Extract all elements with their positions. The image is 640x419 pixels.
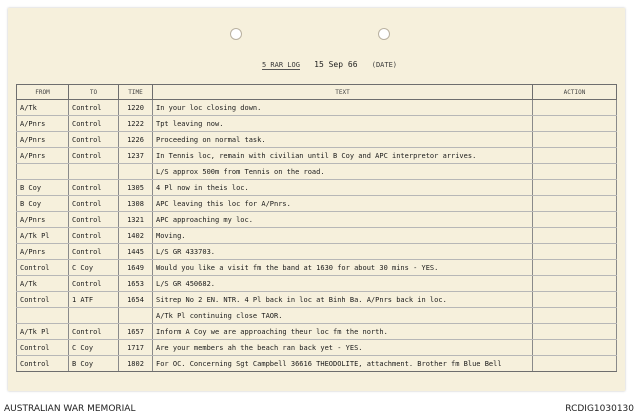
cell-action: [533, 100, 617, 116]
cell-text: L/S GR 433703.: [153, 244, 533, 260]
cell-to: 1 ATF: [69, 292, 119, 308]
cell-text: Would you like a visit fm the band at 1630 for about 30 mins - YES.: [153, 260, 533, 276]
unit-log-title: 5 RAR LOG: [262, 61, 300, 69]
cell-to: Control: [69, 132, 119, 148]
cell-action: [533, 228, 617, 244]
cell-time: 1226: [119, 132, 153, 148]
cell-to: Control: [69, 196, 119, 212]
cell-text: In Tennis loc, remain with civilian until B Coy and APC interpretor arrives.: [153, 148, 533, 164]
cell-time: 1653: [119, 276, 153, 292]
sheet-header: [262, 60, 407, 69]
cell-time: 1445: [119, 244, 153, 260]
cell-from: A/Pnrs: [17, 244, 69, 260]
cell-to: B Coy: [69, 356, 119, 372]
cell-from: A/Tk: [17, 100, 69, 116]
cell-to: [69, 164, 119, 180]
cell-action: [533, 260, 617, 276]
cell-to: Control: [69, 212, 119, 228]
cell-to: Control: [69, 148, 119, 164]
cell-from: A/Tk Pl: [17, 228, 69, 244]
cell-text: APC approaching my loc.: [153, 212, 533, 228]
cell-to: Control: [69, 180, 119, 196]
cell-from: B Coy: [17, 180, 69, 196]
cell-time: 1654: [119, 292, 153, 308]
col-header-action: ACTION: [533, 85, 617, 100]
cell-from: A/Pnrs: [17, 212, 69, 228]
table-row: [17, 340, 617, 356]
table-row: [17, 292, 617, 308]
cell-action: [533, 276, 617, 292]
cell-action: [533, 244, 617, 260]
cell-action: [533, 324, 617, 340]
table-row: [17, 324, 617, 340]
cell-text: Tpt leaving now.: [153, 116, 533, 132]
log-date: 15 Sep 66: [314, 60, 358, 69]
table-row: [17, 100, 617, 116]
cell-to: Control: [69, 324, 119, 340]
cell-from: Control: [17, 356, 69, 372]
cell-text: Proceeding on normal task.: [153, 132, 533, 148]
cell-to: Control: [69, 276, 119, 292]
cell-action: [533, 292, 617, 308]
cell-time: 1717: [119, 340, 153, 356]
table-row: [17, 228, 617, 244]
cell-text: 4 Pl now in theis loc.: [153, 180, 533, 196]
punch-hole: [230, 28, 242, 40]
cell-to: Control: [69, 116, 119, 132]
footer-record-id: RCDIG1030130: [565, 404, 634, 414]
cell-time: [119, 308, 153, 324]
table-row: [17, 116, 617, 132]
cell-text: Sitrep No 2 EN. NTR. 4 Pl back in loc at Binh Ba. A/Pnrs back in loc.: [153, 292, 533, 308]
cell-action: [533, 164, 617, 180]
table-header-row: [17, 85, 617, 100]
cell-from: Control: [17, 340, 69, 356]
table-row: [17, 276, 617, 292]
cell-to: C Coy: [69, 340, 119, 356]
date-label: (DATE): [371, 61, 398, 69]
footer-credit: AUSTRALIAN WAR MEMORIAL: [4, 404, 136, 414]
cell-text: Moving.: [153, 228, 533, 244]
cell-time: 1321: [119, 212, 153, 228]
cell-text: APC leaving this loc for A/Pnrs.: [153, 196, 533, 212]
cell-action: [533, 356, 617, 372]
cell-from: [17, 164, 69, 180]
table-row: [17, 132, 617, 148]
cell-time: 1402: [119, 228, 153, 244]
cell-action: [533, 116, 617, 132]
cell-from: A/Pnrs: [17, 148, 69, 164]
cell-action: [533, 196, 617, 212]
cell-text: A/Tk Pl continuing close TAOR.: [153, 308, 533, 324]
table-row: [17, 180, 617, 196]
log-body: [17, 100, 617, 372]
table-row: [17, 356, 617, 372]
table-row: [17, 148, 617, 164]
cell-action: [533, 212, 617, 228]
cell-time: 1802: [119, 356, 153, 372]
cell-to: [69, 308, 119, 324]
cell-action: [533, 148, 617, 164]
punch-hole: [378, 28, 390, 40]
cell-from: A/Tk: [17, 276, 69, 292]
cell-from: Control: [17, 292, 69, 308]
cell-action: [533, 340, 617, 356]
cell-time: 1308: [119, 196, 153, 212]
col-header-time: TIME: [119, 85, 153, 100]
table-row: [17, 244, 617, 260]
cell-time: 1220: [119, 100, 153, 116]
cell-from: Control: [17, 260, 69, 276]
cell-from: A/Pnrs: [17, 132, 69, 148]
cell-from: A/Tk Pl: [17, 324, 69, 340]
cell-to: Control: [69, 100, 119, 116]
col-header-text: TEXT: [153, 85, 533, 100]
cell-from: A/Pnrs: [17, 116, 69, 132]
cell-from: B Coy: [17, 196, 69, 212]
cell-text: Inform A Coy we are approaching theur loc fm the north.: [153, 324, 533, 340]
table-row: [17, 164, 617, 180]
cell-action: [533, 308, 617, 324]
cell-time: 1237: [119, 148, 153, 164]
cell-text: L/S approx 500m from Tennis on the road.: [153, 164, 533, 180]
table-row: [17, 212, 617, 228]
cell-text: Are your members ah the beach ran back yet - YES.: [153, 340, 533, 356]
cell-action: [533, 180, 617, 196]
table-row: [17, 260, 617, 276]
cell-from: [17, 308, 69, 324]
cell-text: In your loc closing down.: [153, 100, 533, 116]
cell-time: 1305: [119, 180, 153, 196]
table-row: [17, 196, 617, 212]
cell-to: Control: [69, 228, 119, 244]
cell-action: [533, 132, 617, 148]
log-sheet: [8, 8, 625, 391]
col-header-to: TO: [69, 85, 119, 100]
cell-text: For OC. Concerning Sgt Campbell 36616 THEODOLITE, attachment. Brother fm Blue Bell: [153, 356, 533, 372]
log-table: [16, 84, 617, 372]
table-row: [17, 308, 617, 324]
cell-to: Control: [69, 244, 119, 260]
cell-time: 1657: [119, 324, 153, 340]
cell-text: L/S GR 450682.: [153, 276, 533, 292]
cell-time: [119, 164, 153, 180]
cell-time: 1222: [119, 116, 153, 132]
cell-to: C Coy: [69, 260, 119, 276]
col-header-from: FROM: [17, 85, 69, 100]
cell-time: 1649: [119, 260, 153, 276]
